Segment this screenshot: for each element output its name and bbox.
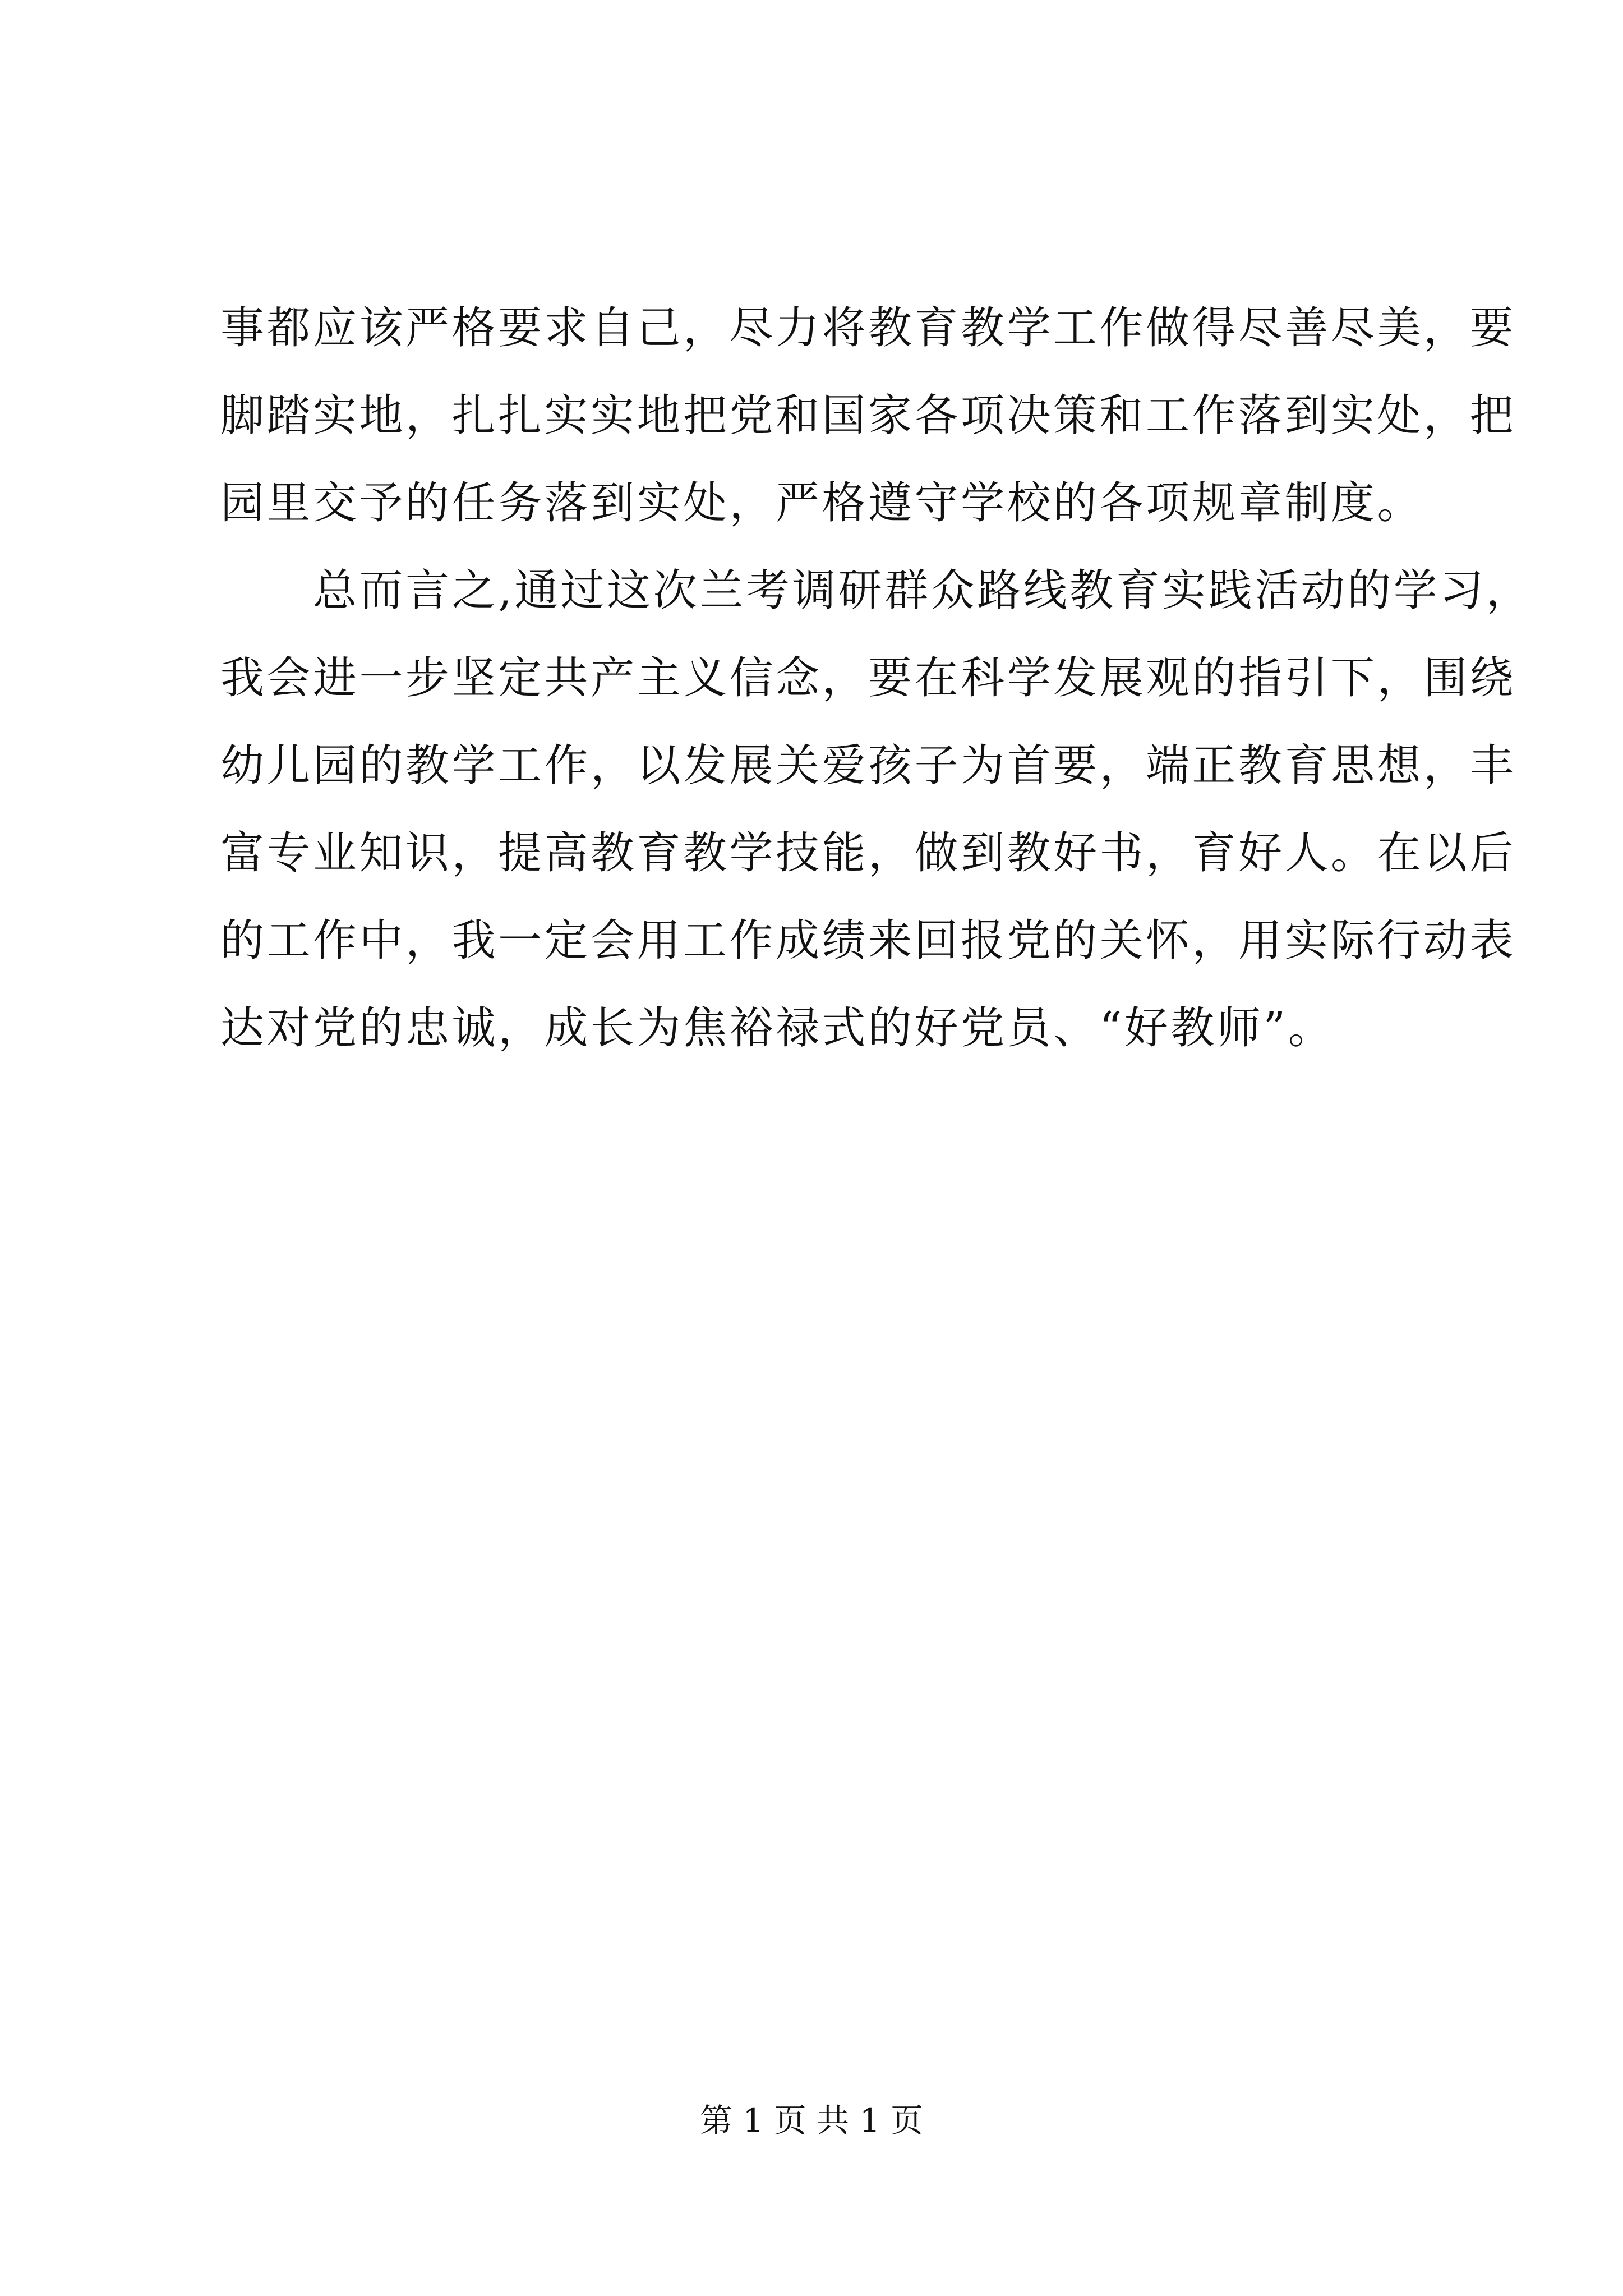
text-line: 达对党的忠诚，成长为焦裕禄式的好党员、“好教师”。 (220, 1003, 1335, 1053)
text-line: 富专业知识，提高教育教学技能，做到教好书，育好人。在以后 (220, 828, 1516, 878)
text-line: 我会进一步坚定共产主义信念，要在科学发展观的指引下，围绕 (220, 653, 1516, 703)
text-line: 事都应该严格要求自己，尽力将教育教学工作做得尽善尽美，要 (220, 303, 1516, 353)
body-text (220, 303, 1533, 1091)
text-line: 园里交予的任务落到实处，严格遵守学校的各项规章制度。 (220, 478, 1424, 528)
page-footer: 第 1 页 共 1 页 (700, 2101, 923, 2139)
text-line: 的工作中，我一定会用工作成绩来回报党的关怀，用实际行动表 (220, 915, 1516, 966)
text-line: 总而言之,通过这次兰考调研群众路线教育实践活动的学习， (220, 565, 1533, 616)
text-line: 幼儿园的教学工作，以发展关爱孩子为首要，端正教育思想，丰 (220, 740, 1516, 791)
text-line: 脚踏实地，扎扎实实地把党和国家各项决策和工作落到实处，把 (220, 390, 1516, 441)
